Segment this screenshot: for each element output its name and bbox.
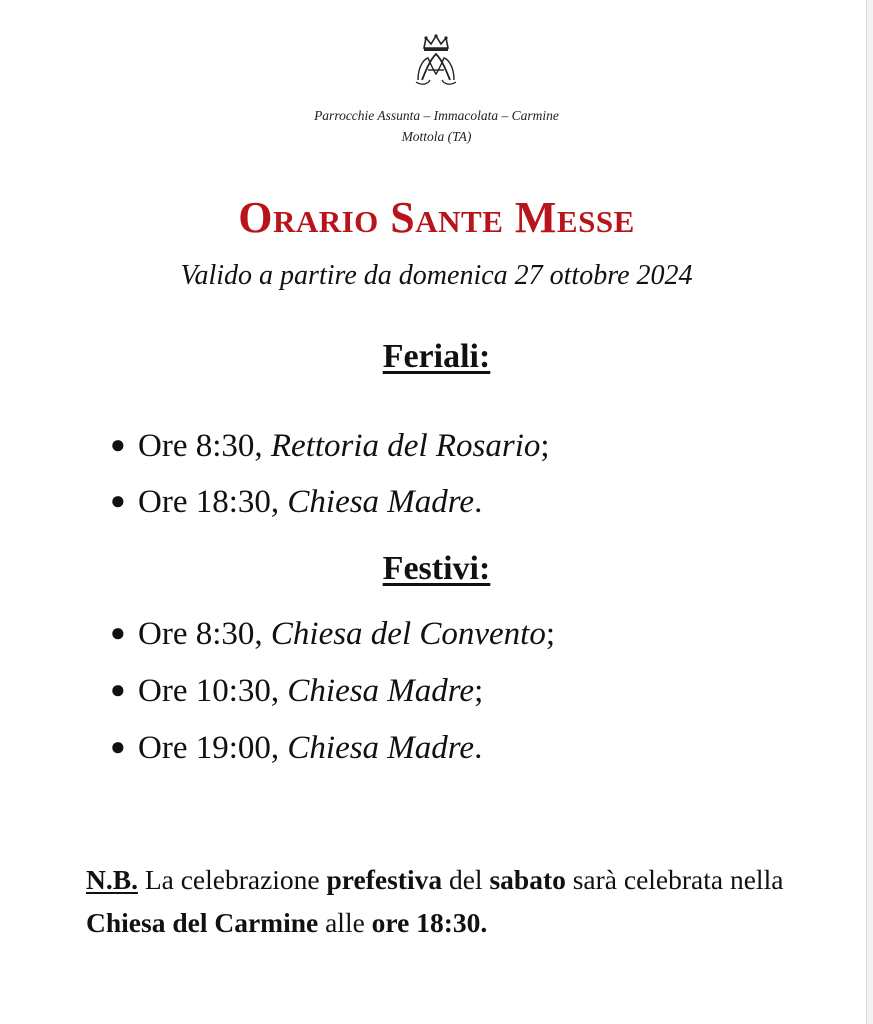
punctuation: ; xyxy=(540,428,550,464)
bullet-icon: ● xyxy=(110,732,126,761)
note-emphasis: sabato xyxy=(489,864,566,895)
mass-time: Ore 18:30, xyxy=(138,484,288,520)
bullet-icon: ● xyxy=(110,486,126,515)
note-emphasis: Chiesa del Carmine xyxy=(86,907,319,938)
punctuation: ; xyxy=(545,616,556,652)
list-item xyxy=(110,484,482,521)
note-text: alle xyxy=(318,907,372,938)
punctuation: . xyxy=(474,730,483,766)
festivi-heading: Festivi: xyxy=(382,550,491,587)
note-emphasis: prefestiva xyxy=(326,864,443,895)
feriali-heading: Feriali: xyxy=(382,338,491,375)
note-label: N.B. xyxy=(86,864,138,895)
mass-place: Chiesa Madre xyxy=(287,484,475,520)
mass-place: Chiesa Madre xyxy=(287,673,475,709)
list-item xyxy=(110,673,483,710)
list-item xyxy=(110,616,555,653)
punctuation: ; xyxy=(474,673,484,709)
list-item xyxy=(110,428,550,465)
bullet-icon: ● xyxy=(110,430,126,459)
page-title: Orario Sante Messe xyxy=(238,193,635,242)
note-text: del xyxy=(442,864,490,895)
note-text: sarà celebrata nella xyxy=(565,864,784,895)
parish-names: Parrocchie Assunta – Immacolata – Carmine xyxy=(314,108,559,123)
mass-time: Ore 8:30, xyxy=(138,616,271,652)
punctuation: . xyxy=(474,484,483,520)
bullet-icon: ● xyxy=(110,618,126,647)
mass-time: Ore 19:00, xyxy=(138,730,288,766)
mass-place: Chiesa Madre xyxy=(287,730,475,766)
mass-time: Ore 8:30, xyxy=(138,428,271,464)
crowned-marian-monogram-icon xyxy=(412,34,460,88)
note-emphasis: ore 18:30. xyxy=(371,907,488,938)
note-text: La celebrazione xyxy=(137,864,327,895)
parish-location: Mottola (TA) xyxy=(401,129,472,144)
validity-subtitle: Valido a partire da domenica 27 ottobre 2024 xyxy=(180,260,693,291)
note-paragraph xyxy=(86,858,786,944)
bullet-icon: ● xyxy=(110,675,126,704)
mass-time: Ore 10:30, xyxy=(138,673,288,709)
mass-place: Rettoria del Rosario xyxy=(270,428,541,464)
list-item xyxy=(110,730,482,767)
mass-place: Chiesa del Convento xyxy=(270,616,546,652)
